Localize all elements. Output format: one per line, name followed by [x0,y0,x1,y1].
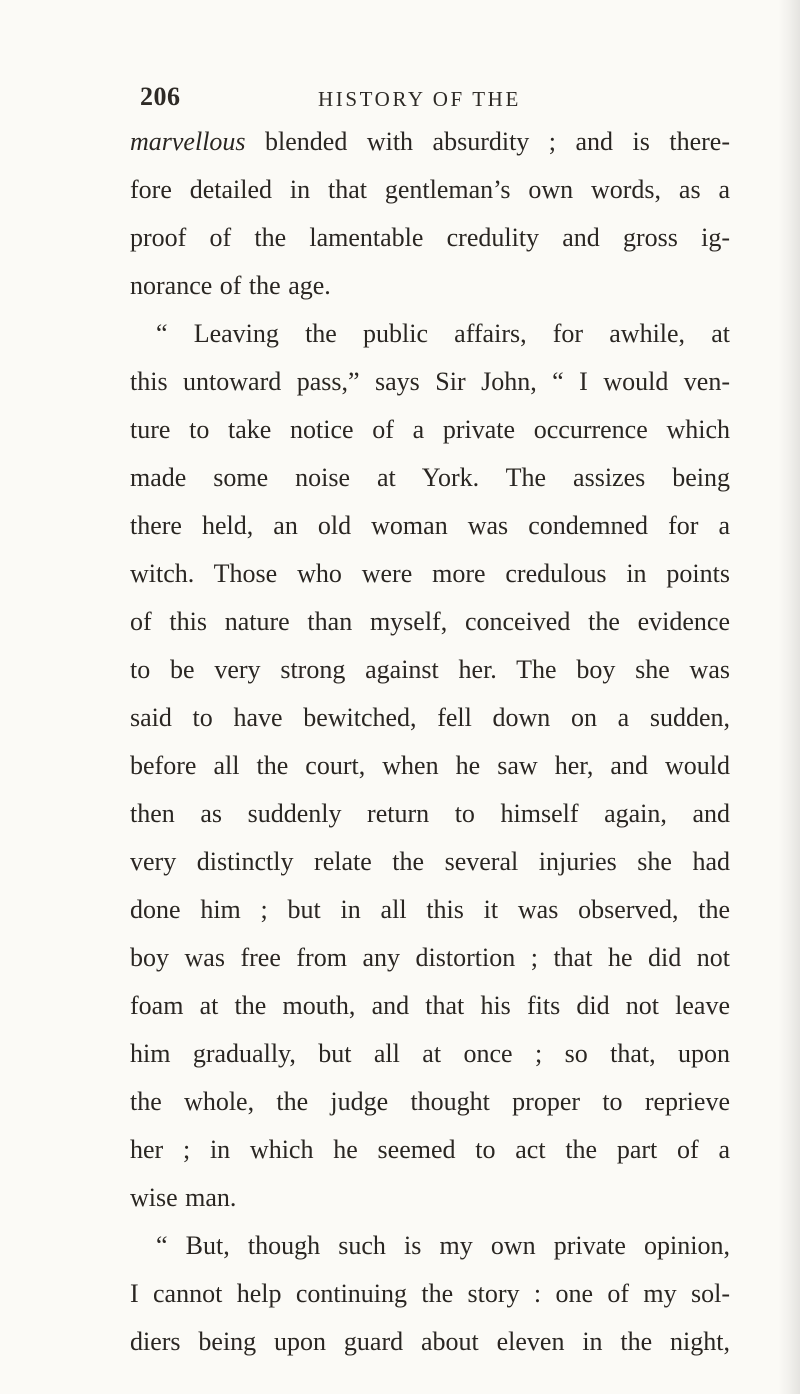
text-line [130,118,730,166]
text-line: there held, an old woman was condemned for a [130,511,730,540]
text-line: ture to take notice of a private occurrence which [130,415,730,444]
text-line: this untoward pass,” says Sir John, “ I would ven- [130,367,730,396]
text-line: boy was free from any distortion ; that he did not [130,943,730,972]
text-line: the whole, the judge thought proper to reprieve [130,1087,730,1116]
italic-word: marvellous [130,127,246,156]
page-edge-shadow [778,0,800,1394]
text-line: I cannot help continuing the story : one of my sol- [130,1279,730,1308]
text-line: him gradually, but all at once ; so that, upon [130,1039,730,1068]
text-line: fore detailed in that gentleman’s own words, as a [130,175,730,204]
text-line: proof of the lamentable credulity and gross ig- [130,223,730,252]
text-line: her ; in which he seemed to act the part of a [130,1135,730,1164]
text-line: wise man. [130,1183,237,1212]
text-line: of this nature than myself, conceived the evidence [130,607,730,636]
text-line: said to have bewitched, fell down on a sudden, [130,703,730,732]
text-line: to be very strong against her. The boy she was [130,655,730,684]
page-number: 206 [140,82,181,111]
text-line: made some noise at York. The assizes being [130,463,730,492]
text-line: witch. Those who were more credulous in points [130,559,730,588]
text-line: foam at the mouth, and that his fits did not leave [130,991,730,1020]
text-line: norance of the age. [130,271,331,300]
running-head: HISTORY OF THE [318,87,521,111]
body-text [130,118,730,1366]
text-line: very distinctly relate the several injuries she had [130,847,730,876]
paragraph-start-line: “ But, though such is my own private opinion, [156,1231,730,1260]
text-line: diers being upon guard about eleven in the night, [130,1327,730,1356]
paragraph-start-line: “ Leaving the public affairs, for awhile, at [156,319,730,348]
line-remainder: blended with absurdity ; and is there- [245,127,730,156]
text-line: done him ; but in all this it was observed, the [130,895,730,924]
text-line: then as suddenly return to himself again, and [130,799,730,828]
text-line: before all the court, when he saw her, and would [130,751,730,780]
